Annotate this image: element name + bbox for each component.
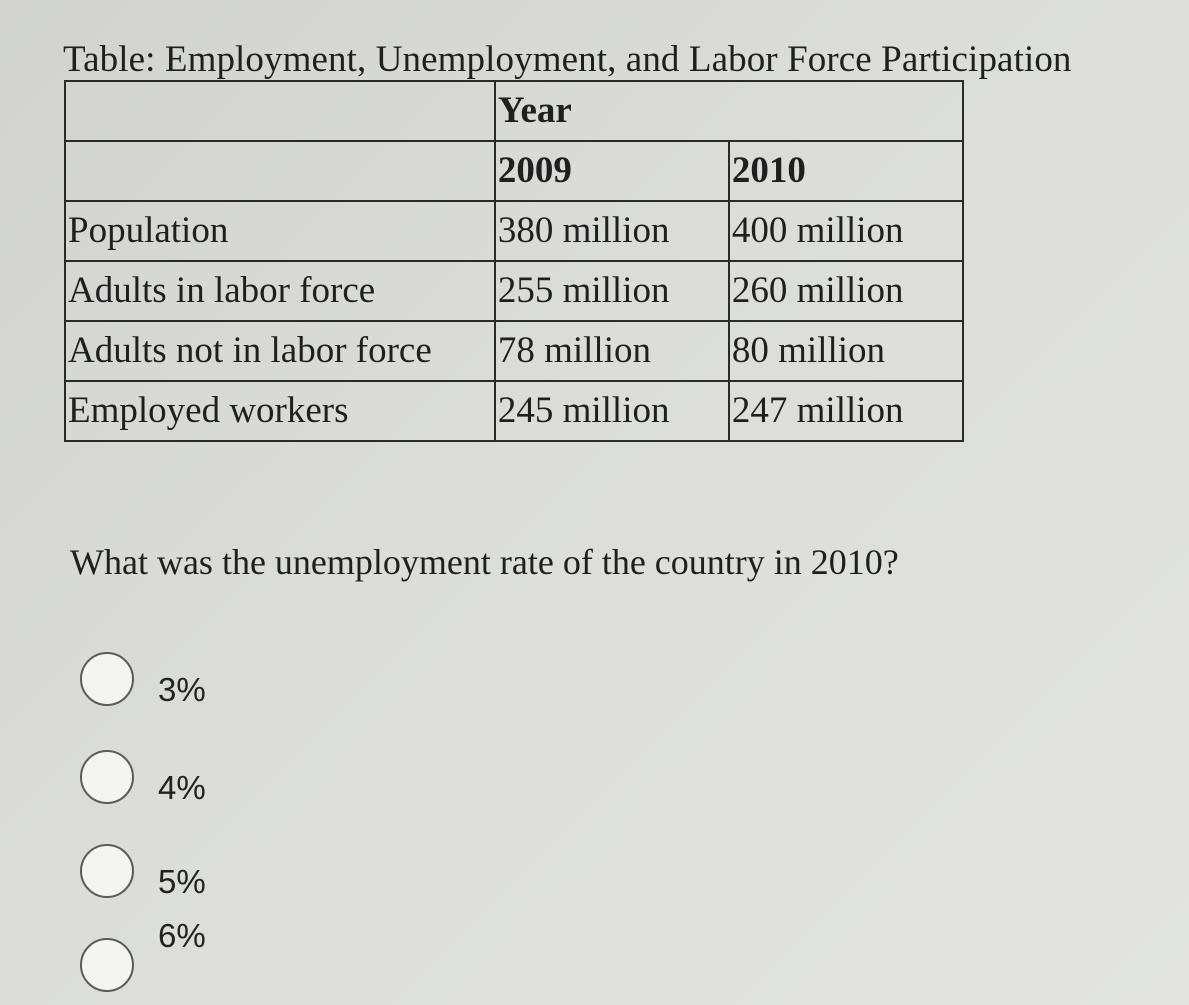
option-label: 4% [158, 769, 206, 806]
radio-button-icon[interactable] [80, 844, 134, 898]
table-header-row [65, 81, 963, 141]
table-row [65, 261, 963, 321]
table-cell: 255 million [495, 261, 729, 321]
row-label: Employed workers [65, 381, 495, 441]
table-cell: 245 million [495, 381, 729, 441]
employment-table [64, 80, 964, 442]
answer-option-4-percent[interactable] [80, 750, 380, 810]
table-title: Table: Employment, Unemployment, and Labor Force Participation [63, 39, 1072, 80]
table-cell: 260 million [729, 261, 963, 321]
table-cell: 78 million [495, 321, 729, 381]
table-cell: 80 million [729, 321, 963, 381]
row-label: Adults in labor force [65, 261, 495, 321]
table-row [65, 321, 963, 381]
table-cell: 380 million [495, 201, 729, 261]
option-label: 3% [158, 671, 206, 708]
row-label: Population [65, 201, 495, 261]
question-text: What was the unemployment rate of the country in 2010? [70, 542, 899, 582]
table-row [65, 201, 963, 261]
table-cell: 247 million [729, 381, 963, 441]
option-label: 5% [158, 863, 206, 900]
header-empty-cell [65, 81, 495, 141]
answer-option-3-percent[interactable] [80, 652, 380, 712]
answer-option-5-percent[interactable] [80, 844, 380, 904]
radio-button-icon[interactable] [80, 938, 134, 992]
radio-button-icon[interactable] [80, 652, 134, 706]
column-header-2010: 2010 [729, 141, 963, 201]
row-label: Adults not in labor force [65, 321, 495, 381]
column-header-2009: 2009 [495, 141, 729, 201]
option-label: 6% [158, 917, 206, 954]
answer-option-6-percent[interactable] [80, 912, 380, 1002]
table-year-row [65, 141, 963, 201]
year-header: Year [495, 81, 963, 141]
table-cell: 400 million [729, 201, 963, 261]
header-empty-cell [65, 141, 495, 201]
radio-button-icon[interactable] [80, 750, 134, 804]
table-row [65, 381, 963, 441]
